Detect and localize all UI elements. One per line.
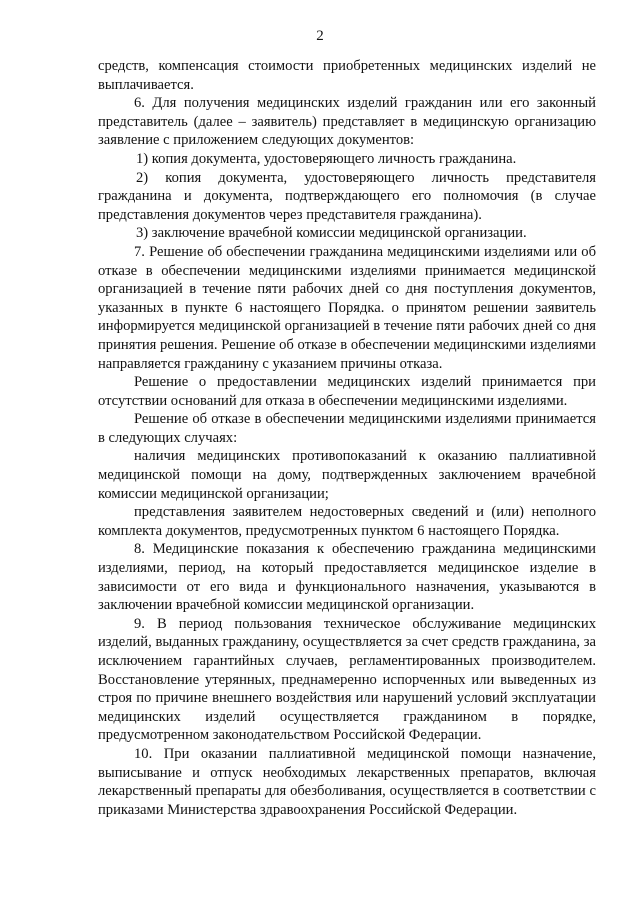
paragraph-item-8: 8. Медицинские показания к обеспечению гражданина медицинскими изделиями, период, на который предоставляется медицинское изделие в зависимости от его вида и функционального назначения, указываются в заключении врачебной комиссии медицинской организации. — [98, 541, 596, 614]
paragraph-continuation: средств, компенсация стоимости приобретенных медицинских изделий не выплачивается. — [98, 58, 596, 93]
page-number: 2 — [316, 28, 324, 44]
document-list-item-1: 1) копия документа, удостоверяющего личность гражданина. — [136, 150, 517, 167]
document-list-item-3: 3) заключение врачебной комиссии медицинской организации. — [136, 225, 527, 242]
paragraph-item-7: 7. Решение об обеспечении гражданина медицинскими изделиями или об отказе в обеспечении медицинскими изделиями принимается медицинской организацией в течение пяти рабочих дней со дня поступления документов, указанных в пункте 6 настоящего Порядка. о принятом решении заявитель информируется медицинской организацией в течение пяти рабочих дней со дня принятия решения. Решение об отказе в обеспечении медицинскими изделиями направляется гражданину с указанием причины отказа. — [98, 243, 596, 372]
paragraph-item-9: 9. В период пользования техническое обслуживание медицинских изделий, выданных гражданину, осуществляется за счет средств гражданина, за исключением гарантийных случаев, регламентированных производителем. Восстановление утерянных, преднамеренно испорченных или выведенных из строя по причине внешнего воздействия или нарушений условий эксплуатации медицинских изделий осуществляется гражданином в порядке, предусмотренном законодательством Российской Федерации. — [98, 615, 596, 744]
paragraph-item-6: 6. Для получения медицинских изделий гражданин или его законный представитель (далее – заявитель) представляет в медицинскую организацию заявление с приложением следующих документов: — [98, 95, 596, 149]
paragraph-refusal-cases: Решение об отказе в обеспечении медицинскими изделиями принимается в следующих случаях: — [98, 411, 596, 446]
paragraph-decision-provision: Решение о предоставлении медицинских изделий принимается при отсутствии оснований для отказа в обеспечении медицинскими изделиями. — [98, 374, 596, 409]
paragraph-item-10: 10. При оказании паллиативной медицинской помощи назначение, выписывание и отпуск необходимых лекарственных препаратов, включая лекарственный препараты для обезболивания, осуществляется в соответствии с приказами Министерства здравоохранения Российской Федерации. — [98, 745, 596, 818]
paragraph-refusal-reason-2: представления заявителем недостоверных сведений и (или) неполного комплекта документов, предусмотренных пунктом 6 настоящего Порядка. — [98, 504, 596, 539]
document-body — [98, 57, 596, 819]
document-list-item-2: 2) копия документа, удостоверяющего личность представителя гражданина и документа, подтверждающего его полномочия (в случае представления документов через представителя гражданина). — [98, 169, 596, 223]
paragraph-refusal-reason-1: наличия медицинских противопоказаний к оказанию паллиативной медицинской помощи на дому, подтвержденных заключением врачебной комиссии медицинской организации; — [98, 448, 596, 502]
